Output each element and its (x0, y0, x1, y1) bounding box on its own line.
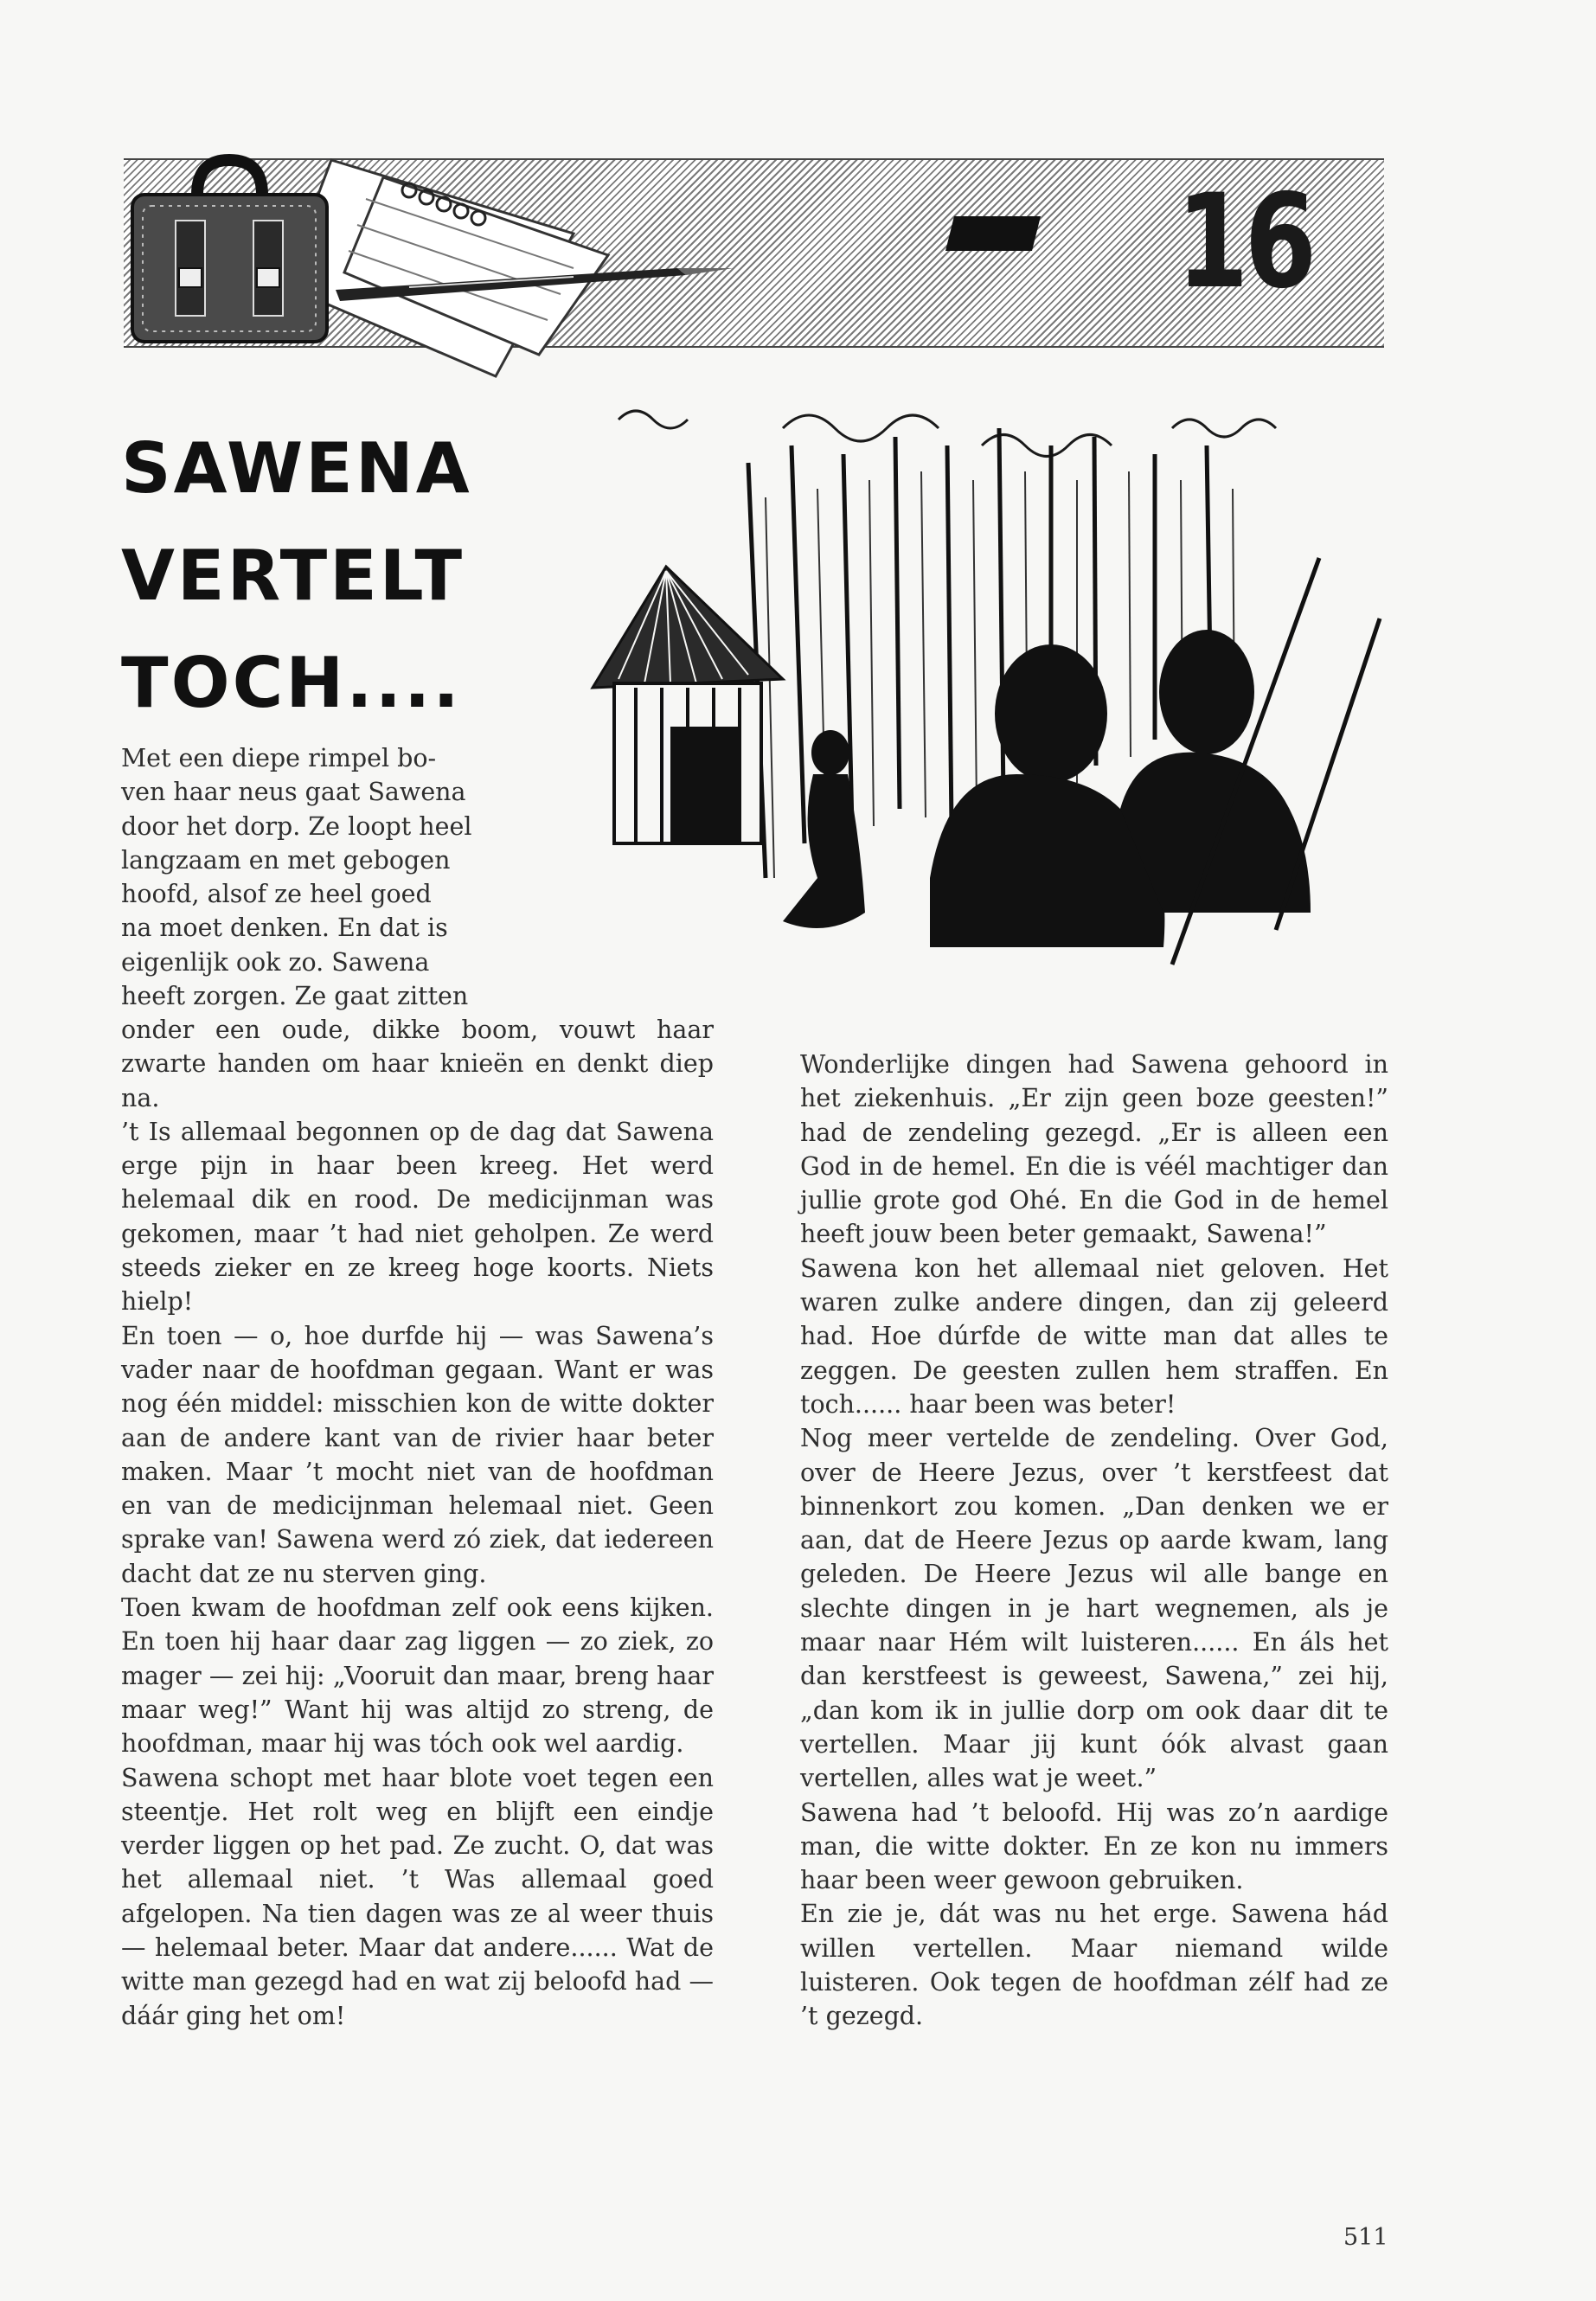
paragraph: ’t Is allemaal begonnen op de dag dat Sawena erge pijn in haar been kreeg. Het werd helemaal dik en rood. De medicijnman was gekomen, maar ’t had niet geholpen. Ze werd steeds zieker en ze kreeg hoge koorts. Niets hielp! (121, 1117, 714, 1317)
title-dash (945, 216, 1041, 251)
paragraph: En toen — o, hoe durfde hij — was Sawena’s vader naar de hoofdman gegaan. Want er was nog één middel: misschien kon de witte dokter aan de andere kant van de rivier haar beter maken. Maar ’t mocht niet van de hoofdman en van de medicijnman helemaal niet. Geen sprake van! Sawena werd zó ziek, dat iedereen dacht dat ze nu sterven ging. (121, 1321, 714, 1588)
paragraph: Toen kwam de hoofdman zelf ook eens kijken. En toen hij haar daar zag liggen — zo ziek, zo mager — zei hij: „Vooruit dan maar, breng haar maar weg!” Want hij was altijd zo streng, de hoofdman, maar hij was tóch ook wel aardig. (121, 1593, 714, 1759)
paragraph: Sawena kon het allemaal niet geloven. Het waren zulke andere dingen, dan zij geleerd had. Hoe dúrfde de witte man dat alles te zeggen. De geesten zullen hem straffen. En toch...... haar been was beter! (800, 1253, 1388, 1419)
paragraph: onder een oude, dikke boom, vouwt haar zwarte handen om haar knieën en denkt diep na. (121, 1016, 714, 1112)
paragraph: En zie je, dát was nu het erge. Sawena hád willen vertellen. Maar niemand wilde luisteren. Ook tegen de hoofdman zélf had ze ’t gezegd. (800, 1900, 1388, 2031)
text-line: door het dorp. Ze loopt heel (121, 811, 472, 841)
village-hut-figures-icon (567, 394, 1388, 1012)
text-line: hoofd, alsof ze heel goed (121, 880, 432, 909)
title-line: VERTELT (121, 535, 465, 616)
text-line: na moet denken. En dat is (121, 913, 448, 943)
text-line: eigenlijk ook zo. Sawena (121, 947, 430, 977)
paragraph: Sawena schopt met haar blote voet tegen een steentje. Het rolt weg en blijft een eindje verder liggen op het pad. Ze zucht. O, dat was het allemaal niet. ’t Was allemaal goed afgelopen. Na tien dagen was ze al weer thuis — helemaal beter. Maar dat andere...... Wat de witte man gezegd had en wat zij beloofd had — dáár ging het om! (121, 1763, 714, 2030)
left-column (121, 1013, 714, 2033)
story-title (121, 415, 472, 737)
text-line: heeft zorgen. Ze gaat zitten (121, 982, 469, 1011)
text-line: ven haar neus gaat Sawena (121, 778, 466, 807)
chapter-number: 16 (1176, 167, 1313, 317)
paragraph: Nog meer vertelde de zendeling. Over God, over de Heere Jezus, over ’t kerstfeest dat binnenkort zou komen. „Dan denken we er aan, dat de Heere Jezus op aarde kwam, lang geleden. De Heere Jezus wil alle bange en slechte dingen in je hart wegnemen, als je maar naar Hém wilt luisteren...... En áls het dan kerstfeest is geweest, Sawena,” zei hij, „dan kom ik in jullie dorp om ook daar dit te vertellen. Maar jij kunt óók alvast gaan vertellen, alles wat je weet.” (800, 1424, 1388, 1793)
text-line: Met een diepe rimpel bo- (121, 744, 437, 772)
title-line: SAWENA (121, 428, 472, 509)
kneeling-child-figure (783, 730, 865, 928)
notebook-icon (284, 160, 608, 376)
paragraph: Wonderlijke dingen had Sawena gehoord in het ziekenhuis. „Er zijn geen boze geesten!” had de zendeling gezegd. „Er is alleen een God in de hemel. En die is véél machtiger dan jullie grote god Ohé. En die God in de hemel heeft jouw been beter gemaakt, Sawena!” (800, 1050, 1388, 1249)
title-line: TOCH.... (121, 643, 462, 723)
briefcase-icon (132, 160, 327, 342)
paragraph: Sawena had ’t beloofd. Hij was zo’n aardige man, die witte dokter. En ze kon nu immers haar been weer gewoon gebruiken. (800, 1798, 1388, 1895)
right-column (800, 1048, 1388, 2034)
men-silhouettes (930, 630, 1311, 947)
text-line: langzaam en met gebogen (121, 845, 451, 875)
intro-column (121, 741, 532, 1013)
page-number: 511 (1343, 2224, 1388, 2251)
